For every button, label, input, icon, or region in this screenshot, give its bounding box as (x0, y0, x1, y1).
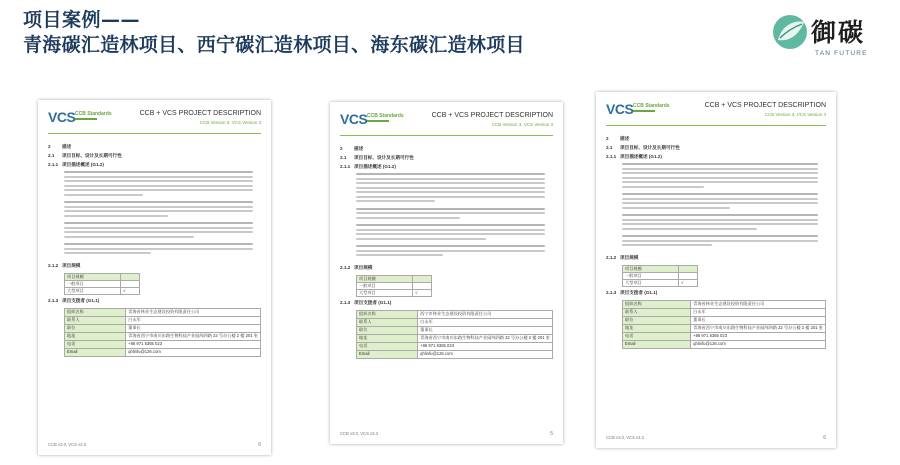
table-value-cell: 董事长 (418, 326, 553, 334)
subsection-heading: 2.1.2 项目规模 (340, 264, 373, 270)
text-line (356, 224, 545, 226)
table-row (357, 334, 553, 342)
table-cell: 项目规模 (623, 265, 679, 272)
document-title: CCB + VCS PROJECT DESCRIPTION (704, 102, 826, 109)
table-cell: 大型项目 (357, 289, 413, 296)
table-row (357, 342, 553, 350)
text-line (64, 171, 253, 173)
table-cell: 大型项目 (623, 279, 679, 286)
title-line-2: 青海碳汇造林项目、西宁碳汇造林项目、海东碳汇造林项目 (23, 34, 525, 56)
text-line (356, 208, 545, 210)
leaf-logo-icon (772, 14, 808, 50)
table-row (65, 324, 261, 332)
proponent-info-table (622, 300, 826, 349)
document-version: CCB Version 3, VCS Version 3 (764, 112, 826, 117)
table-cell: 项目规模 (357, 275, 413, 282)
text-line (356, 217, 460, 219)
proponent-info-table (64, 308, 261, 357)
table-value-cell: 青海省林业生态建设投资有限责任公司 (126, 308, 261, 316)
text-line (356, 250, 545, 252)
table-value-cell: +86 971 6365 023 (691, 332, 826, 340)
text-line (64, 243, 253, 245)
text-line (356, 233, 545, 235)
text-line (64, 206, 253, 208)
table-row (623, 265, 698, 272)
document-version: CCB Version 3, VCS Version 3 (199, 120, 261, 125)
table-row (357, 326, 553, 334)
table-key-cell: 地址 (357, 334, 418, 342)
table-key-cell: 联系人 (357, 318, 418, 326)
table-key-cell: 职位 (623, 316, 691, 324)
table-value-cell: +86 971 6365 023 (126, 340, 261, 348)
text-line (356, 178, 545, 180)
table-key-cell: 联系人 (65, 316, 126, 324)
document-title: CCB + VCS PROJECT DESCRIPTION (431, 112, 553, 119)
project-scale-table (64, 273, 140, 295)
ccb-logo: CCB Standards (75, 112, 112, 120)
table-key-cell: 组织名称 (357, 310, 418, 318)
table-value-cell: 白永军 (691, 308, 826, 316)
table-value-cell: 白永军 (418, 318, 553, 326)
table-cell (679, 272, 698, 279)
table-cell: √ (679, 279, 698, 286)
subsection-heading: 2.1.2 项目规模 (48, 262, 81, 268)
table-row (65, 348, 261, 356)
document-header (606, 100, 826, 126)
document-body (38, 134, 271, 357)
table-cell: 大型项目 (65, 287, 121, 294)
table-row (357, 350, 553, 358)
document-header (340, 110, 553, 136)
table-row (65, 273, 140, 280)
text-line (64, 210, 253, 212)
table-key-cell: 电话 (65, 340, 126, 348)
table-cell (413, 282, 432, 289)
ccb-logo: CCB Standards (633, 104, 670, 112)
subsection-heading: 2.1.3 项目支拨者 (G1.1) (340, 299, 392, 305)
table-row (65, 316, 261, 324)
table-key-cell: 职位 (357, 326, 418, 334)
table-cell: 项目规模 (65, 273, 121, 280)
proponent-info-table (356, 310, 553, 359)
table-row (357, 282, 432, 289)
table-row (623, 300, 826, 308)
table-value-cell: 董事长 (126, 324, 261, 332)
page-number: 6 (823, 435, 826, 441)
text-line (356, 191, 545, 193)
text-line (356, 245, 545, 247)
page-number: 5 (550, 431, 553, 437)
table-value-cell: qhlinfu@126.com (691, 340, 826, 348)
table-row (623, 272, 698, 279)
title-line-1: 项目案例—— (23, 9, 141, 31)
text-line (356, 229, 545, 231)
subsection-heading: 2.1 项目目标、设计及长期可行性 (48, 153, 122, 158)
paragraph-text (64, 171, 261, 260)
table-row (65, 340, 261, 348)
table-row (623, 340, 826, 348)
text-line (622, 177, 818, 179)
table-key-cell: Email (357, 350, 418, 358)
text-line (356, 254, 443, 256)
text-line (64, 222, 253, 224)
text-line (622, 219, 818, 221)
brand-name: 御碳 (811, 18, 866, 47)
table-row (65, 287, 140, 294)
table-row (357, 289, 432, 296)
table-key-cell: 电话 (357, 342, 418, 350)
text-line (64, 215, 168, 217)
table-value-cell: qhlinfu@126.com (418, 350, 553, 358)
subsection-heading: 2.1.2 项目规模 (606, 254, 639, 260)
document-footer: CCB v3.0, VCS v3.3 6 (48, 442, 261, 448)
table-key-cell: 地址 (623, 324, 691, 332)
text-line (64, 189, 253, 191)
vcs-logo: VCS (606, 101, 634, 117)
table-cell (413, 275, 432, 282)
text-line (356, 212, 545, 214)
text-line (622, 228, 757, 230)
table-row (65, 332, 261, 340)
document-title: CCB + VCS PROJECT DESCRIPTION (139, 110, 261, 117)
text-line (622, 214, 818, 216)
table-row (623, 308, 826, 316)
page-number: 6 (258, 442, 261, 448)
table-value-cell: 青海省西宁市南川东路生物科技产业园纬四路 22 号办公楼 2 楼 201 室 (418, 334, 553, 342)
ccb-logo: CCB Standards (367, 114, 404, 122)
document-version: CCB Version 3, VCS Version 3 (491, 122, 553, 127)
table-value-cell: 青海省西宁市南川东路生物科技产业园纬四路 22 号办公楼 2 楼 201 室 (126, 332, 261, 340)
subsection-heading: 2.1.1 项目描述概述 (G1.2) (606, 154, 662, 159)
text-line (622, 235, 818, 237)
text-line (356, 238, 486, 240)
subsection-heading: 2.1.1 项目描述概述 (G1.2) (48, 162, 104, 167)
subsection-heading: 2.1.1 项目描述概述 (G1.2) (340, 164, 396, 169)
text-line (622, 240, 818, 242)
table-cell: 一般项目 (623, 272, 679, 279)
subsection-heading: 2.1.3 项目支拨者 (G1.1) (48, 297, 100, 303)
vcs-logo: VCS (340, 111, 368, 127)
subsection-heading: 2.1 项目目标、设计及长期可行性 (340, 155, 414, 160)
table-value-cell: 白永军 (126, 316, 261, 324)
text-line (622, 186, 704, 188)
text-line (622, 172, 818, 174)
slide-title (23, 8, 663, 57)
text-line (64, 201, 253, 203)
text-line (64, 252, 151, 254)
table-row (65, 308, 261, 316)
text-line (356, 200, 435, 202)
document-footer: CCB v3.0, VCS v3.3 6 (606, 435, 826, 441)
table-cell (121, 273, 140, 280)
table-cell: 一般项目 (357, 282, 413, 289)
section-heading: 2 描述 (48, 144, 72, 149)
text-line (622, 202, 818, 204)
table-value-cell: 西宁市林业生态建设投资有限责任公司 (418, 310, 553, 318)
table-row (357, 318, 553, 326)
table-cell: 一般项目 (65, 280, 121, 287)
brand-subtitle: TAN FUTURE (815, 50, 868, 57)
project-scale-table (356, 275, 432, 297)
table-key-cell: 联系人 (623, 308, 691, 316)
text-line (356, 182, 545, 184)
text-line (356, 173, 545, 175)
subsection-heading: 2.1 项目目标、设计及长期可行性 (606, 145, 680, 150)
table-cell: √ (413, 289, 432, 296)
table-row (623, 279, 698, 286)
table-value-cell: +86 971 6365 023 (418, 342, 553, 350)
section-heading: 2 描述 (606, 136, 630, 141)
table-key-cell: 地址 (65, 332, 126, 340)
table-value-cell: 董事长 (691, 316, 826, 324)
text-line (622, 223, 818, 225)
project-scale-table (622, 265, 698, 287)
table-key-cell: Email (65, 348, 126, 356)
table-row (357, 275, 432, 282)
vcs-logo: VCS (48, 109, 76, 125)
text-line (64, 236, 194, 238)
table-value-cell: qhlinfu@126.com (126, 348, 261, 356)
table-row (623, 324, 826, 332)
document-body (330, 136, 563, 359)
subsection-heading: 2.1.3 项目支拨者 (G1.1) (606, 289, 658, 295)
table-row (357, 310, 553, 318)
text-line (622, 181, 818, 183)
paragraph-text (356, 173, 553, 262)
text-line (622, 207, 730, 209)
table-key-cell: 职位 (65, 324, 126, 332)
text-line (64, 176, 253, 178)
brand-logo (772, 12, 892, 68)
table-key-cell: Email (623, 340, 691, 348)
document-footer: CCB v3.0, VCS v3.3 5 (340, 431, 553, 437)
table-row (623, 332, 826, 340)
document-page-2[interactable] (330, 102, 563, 444)
table-key-cell: 电话 (623, 332, 691, 340)
text-line (622, 193, 818, 195)
text-line (622, 163, 818, 165)
table-row (623, 316, 826, 324)
text-line (622, 168, 818, 170)
text-line (64, 227, 253, 229)
document-header (48, 108, 261, 134)
text-line (356, 187, 545, 189)
document-body (596, 126, 836, 349)
table-key-cell: 组织名称 (623, 300, 691, 308)
text-line (64, 248, 253, 250)
table-cell: √ (121, 287, 140, 294)
table-cell (679, 265, 698, 272)
document-page-1[interactable] (38, 100, 271, 455)
table-value-cell: 青海省西宁市南川东路生物科技产业园纬四路 22 号办公楼 2 楼 201 室 (691, 324, 826, 332)
text-line (356, 196, 545, 198)
document-page-3[interactable] (596, 92, 836, 448)
paragraph-text (622, 163, 826, 252)
text-line (64, 194, 143, 196)
section-heading: 2 描述 (340, 146, 364, 151)
table-value-cell: 青海省林业生态建设投资有限责任公司 (691, 300, 826, 308)
table-row (65, 280, 140, 287)
text-line (622, 198, 818, 200)
text-line (622, 244, 712, 246)
text-line (64, 180, 253, 182)
table-cell (121, 280, 140, 287)
text-line (64, 231, 253, 233)
text-line (64, 185, 253, 187)
table-key-cell: 组织名称 (65, 308, 126, 316)
